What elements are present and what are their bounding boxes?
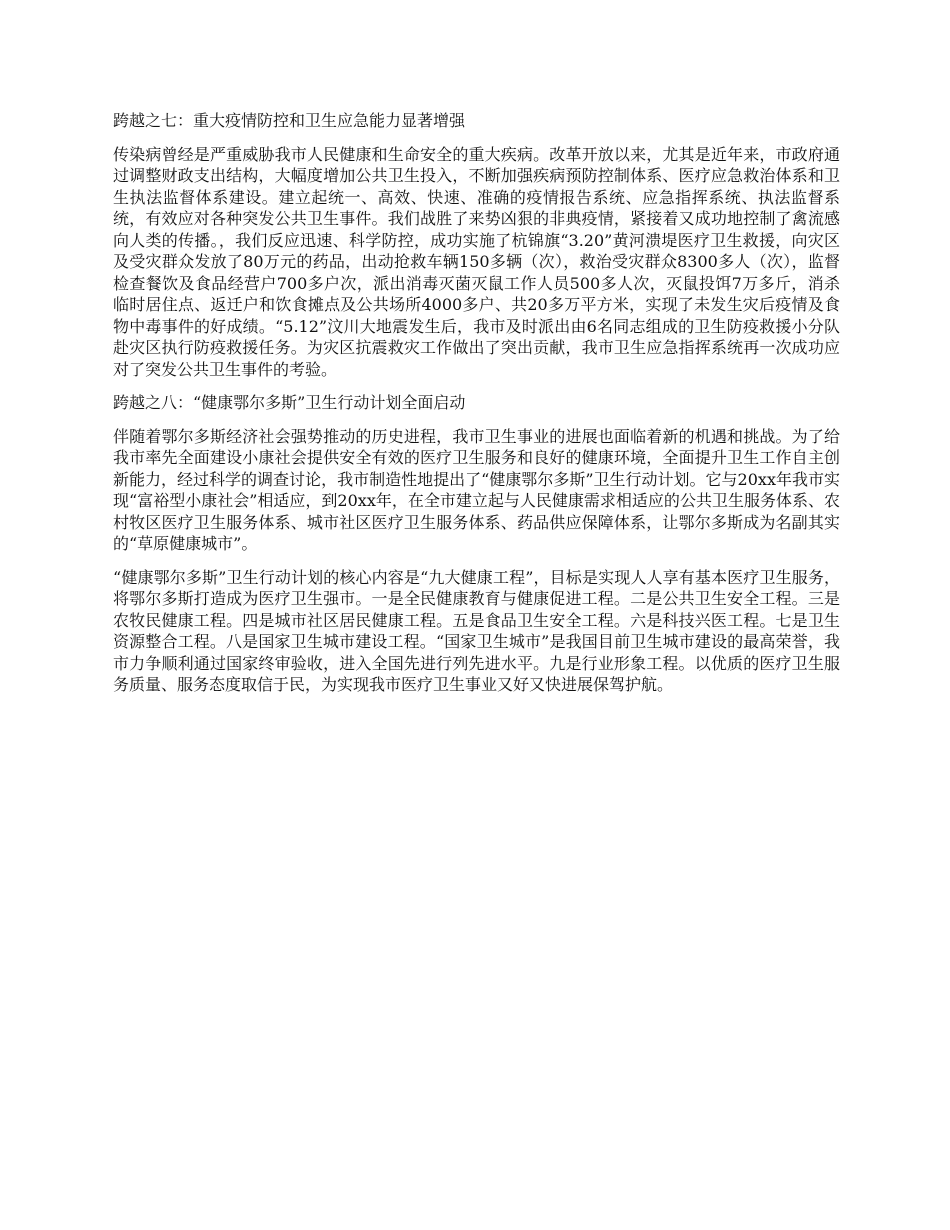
document-page (113, 110, 840, 708)
section-seven (113, 110, 840, 380)
section-heading: 跨越之八：“健康鄂尔多斯”卫生行动计划全面启动 (113, 393, 466, 412)
section-paragraph: “健康鄂尔多斯”卫生行动计划的核心内容是“九大健康工程”，目标是实现人人享有基本医疗卫生服务，将鄂尔多斯打造成为医疗卫生强市。一是全民健康教育与健康促进工程。二是公共卫生安全工程。三是农牧民健康工程。四是城市社区居民健康工程。五是食品卫生安全工程。六是科技兴医工程。七是卫生资源整合工程。八是国家卫生城市建设工程。“国家卫生城市”是我国目前卫生城市建设的最高荣誉，我市力争顺利通过国家终审验收，进入全国先进行列先进水平。九是行业形象工程。以优质的医疗卫生服务质量、服务态度取信于民，为实现我市医疗卫生事业又好又快进展保驾护航。 (113, 567, 840, 694)
section-eight (113, 392, 840, 696)
section-paragraph: 传染病曾经是严重威胁我市人民健康和生命安全的重大疾病。改革开放以来，尤其是近年来，市政府通过调整财政支出结构，大幅度增加公共卫生投入，不断加强疾病预防控制体系、医疗应急救治体系和卫生执法监督体系建设。建立起统一、高效、快速、准确的疫情报告系统、应急指挥系统、执法监督系统，有效应对各种突发公共卫生事件。我们战胜了来势凶狠的非典疫情，紧接着又成功地控制了禽流感向人类的传播。，我们反应迅速、科学防控，成功实施了杭锦旗“3.20”黄河溃堤医疗卫生救援，向灾区及受灾群众发放了80万元的药品，出动抢救车辆150多辆（次），救治受灾群众8300多人（次），监督检查餐饮及食品经营户700多户次，派出消毒灭菌灭鼠工作人员500多人次，灭鼠投饵7万多斤，消杀临时居住点、返迁户和饮食摊点及公共场所4000多户、共20多万平方米，实现了未发生灾后疫情及食物中毒事件的好成绩。“5.12”汶川大地震发生后，我市及时派出由6名同志组成的卫生防疫救援小分队赴灾区执行防疫救援任务。为灾区抗震救灾工作做出了突出贡献，我市卫生应急指挥系统再一次成功应对了突发公共卫生事件的考验。 (113, 144, 840, 379)
section-paragraph: 伴随着鄂尔多斯经济社会强势推动的历史进程，我市卫生事业的进展也面临着新的机遇和挑战。为了给我市率先全面建设小康社会提供安全有效的医疗卫生服务和良好的健康环境，全面提升卫生工作自主创新能力，经过科学的调查讨论，我市制造性地提出了“健康鄂尔多斯”卫生行动计划。它与20xx年我市实现“富裕型小康社会”相适应，到20xx年，在全市建立起与人民健康需求相适应的公共卫生服务体系、农村牧区医疗卫生服务体系、城市社区医疗卫生服务体系、药品供应保障体系，让鄂尔多斯成为名副其实的“草原健康城市”。 (113, 426, 840, 553)
section-heading: 跨越之七：重大疫情防控和卫生应急能力显著增强 (113, 111, 466, 130)
